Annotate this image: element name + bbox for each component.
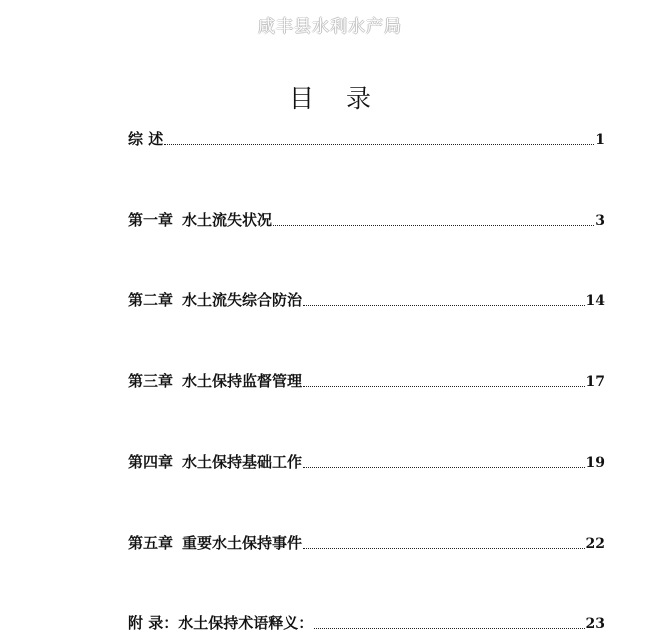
toc-leader-dots bbox=[164, 143, 594, 145]
toc-entry-label bbox=[128, 209, 272, 230]
header-watermark: 咸丰县水利水产局 bbox=[258, 17, 402, 37]
toc-entry-label bbox=[128, 612, 313, 633]
toc-entry-appendix[interactable] bbox=[128, 612, 605, 633]
toc-chapter: 第四章 bbox=[128, 453, 174, 471]
toc-entry-title: 重要水土保持事件 bbox=[182, 534, 303, 552]
toc-page-number: 14 bbox=[585, 293, 605, 309]
toc-entry-title: 水土保持术语释义： bbox=[178, 614, 314, 632]
toc-entry-overview[interactable] bbox=[128, 128, 605, 149]
toc-page-number: 22 bbox=[585, 536, 605, 552]
toc-entry-label bbox=[128, 289, 302, 310]
toc-chapter: 附 录： bbox=[128, 614, 179, 632]
toc-entry-label bbox=[128, 128, 163, 149]
toc-page-number: 19 bbox=[585, 455, 605, 471]
toc-leader-dots bbox=[303, 466, 584, 468]
toc-leader-dots bbox=[314, 627, 584, 629]
toc-page-number: 23 bbox=[585, 616, 605, 632]
toc-entry-chapter-4[interactable] bbox=[128, 451, 605, 472]
toc-page-number: 1 bbox=[595, 132, 605, 148]
toc-entry-title: 水土保持基础工作 bbox=[182, 453, 303, 471]
toc-entry-chapter-5[interactable] bbox=[128, 532, 605, 553]
toc-leader-dots bbox=[273, 224, 594, 226]
toc-entry-chapter-3[interactable] bbox=[128, 370, 605, 391]
toc-leader-dots bbox=[303, 385, 584, 387]
toc-chapter: 第一章 bbox=[128, 211, 174, 229]
toc-chapter: 第五章 bbox=[128, 534, 174, 552]
toc-chapter: 综 述 bbox=[128, 130, 164, 148]
toc-leader-dots bbox=[303, 304, 584, 306]
toc-entry-label bbox=[128, 451, 302, 472]
toc-page-number: 17 bbox=[585, 374, 605, 390]
toc-leader-dots bbox=[303, 547, 584, 549]
toc-entry-label bbox=[128, 370, 302, 391]
toc-entry-title: 水土流失状况 bbox=[182, 211, 273, 229]
toc-entry-title: 水土流失综合防治 bbox=[182, 291, 303, 309]
toc-chapter: 第三章 bbox=[128, 372, 174, 390]
toc-entry-title: 水土保持监督管理 bbox=[182, 372, 303, 390]
toc-chapter: 第二章 bbox=[128, 291, 174, 309]
toc-title: 目 录 bbox=[289, 84, 383, 113]
toc-entry-label bbox=[128, 532, 302, 553]
toc-page-number: 3 bbox=[595, 213, 605, 229]
toc-entry-chapter-2[interactable] bbox=[128, 289, 605, 310]
toc-entry-chapter-1[interactable] bbox=[128, 209, 605, 230]
